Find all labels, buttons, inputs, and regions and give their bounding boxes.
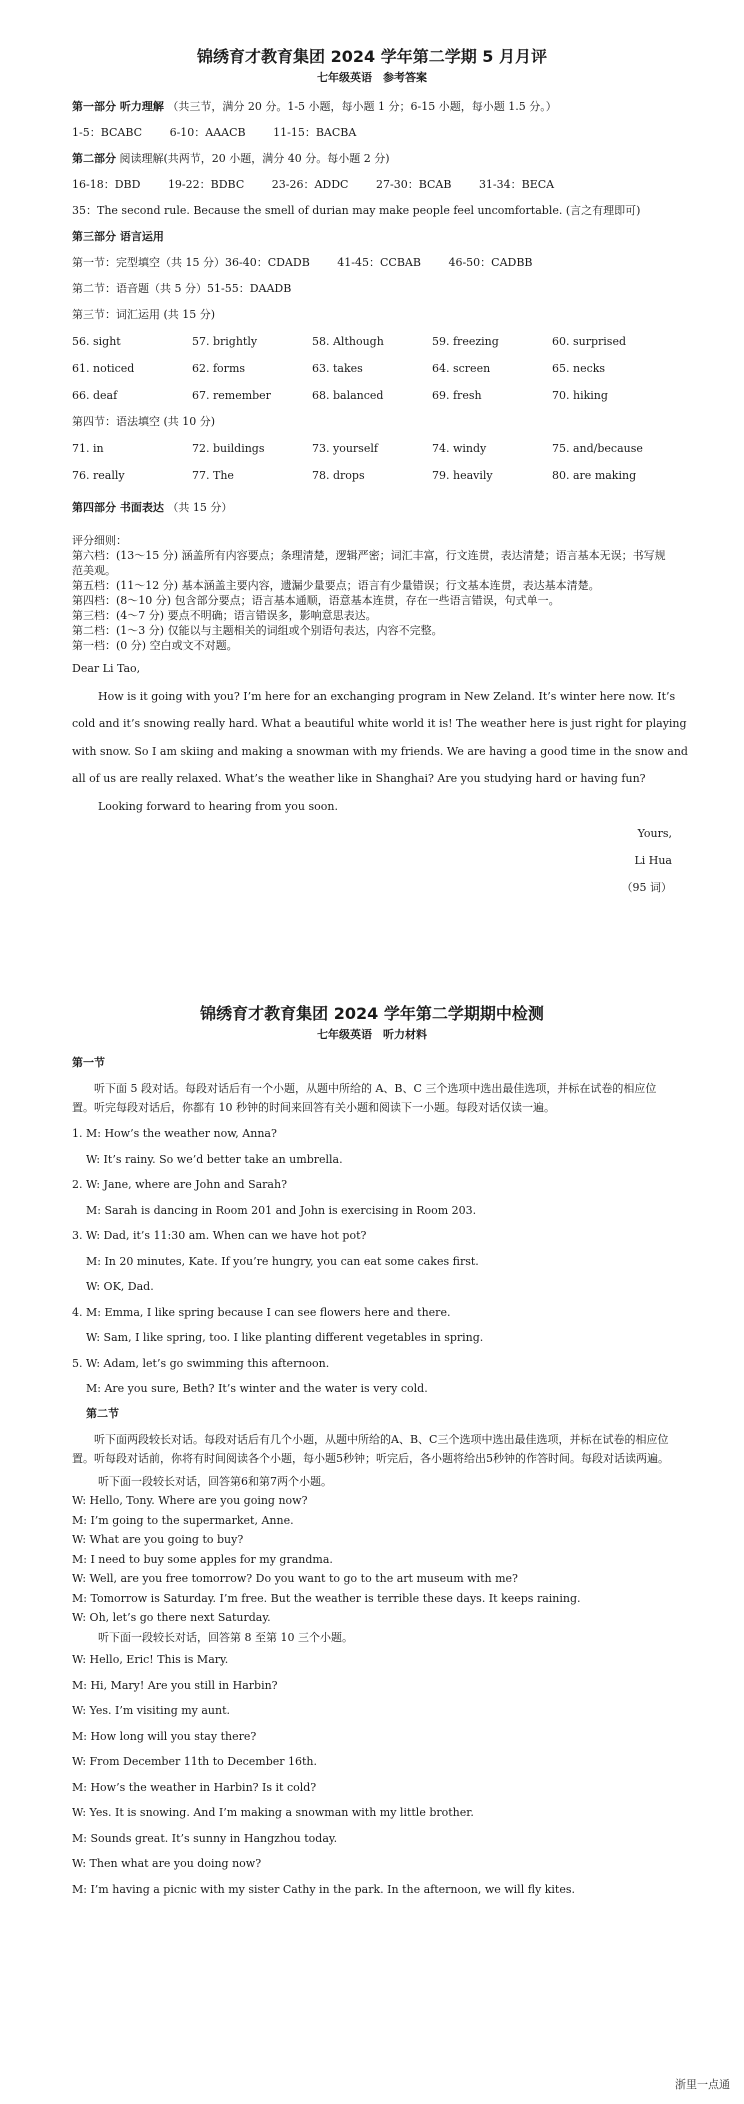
conversation-line: M: How long will you stay there? — [72, 1729, 257, 1743]
listening-title: 锦绣育才教育集团 2024 学年第二学期期中检测 — [200, 1004, 544, 1023]
dialog-line: W: It’s rainy. So we’d better take an umbrella. — [86, 1152, 343, 1166]
conversation-line: M: I’m having a picnic with my sister Cathy in the park. In the afternoon, we will fly kites. — [72, 1882, 576, 1896]
vocab-answer: 67. remember — [192, 389, 271, 402]
section3-grammar-heading: 第四节：语法填空 (共 10 分) — [72, 415, 216, 428]
conversation-line: M: How’s the weather in Harbin? Is it cold? — [72, 1780, 317, 1794]
letter-line: cold and it’s snowing really hard. What a beautiful white world it is! The weather here is just right for playing — [72, 717, 687, 730]
word-count: （95 词） — [621, 881, 672, 894]
grammar-answer: 77. The — [192, 469, 234, 482]
grammar-answer: 79. heavily — [432, 469, 493, 482]
rubric-item: 第三档：(4～7 分) 要点不明确；语言错误多，影响意思表达。 — [72, 609, 377, 622]
watermark-text: 浙里一点通 — [675, 2078, 730, 2091]
answer-group: 41-45：CCBAB — [337, 256, 421, 269]
vocab-row — [72, 382, 672, 409]
answer-group: 23-26：ADDC — [271, 178, 349, 191]
conversation-line: M: Sounds great. It’s sunny in Hangzhou today. — [72, 1831, 338, 1845]
conversation-line: W: Hello, Tony. Where are you going now? — [72, 1494, 308, 1507]
conversation-line: W: Yes. It is snowing. And I’m making a snowman with my little brother. — [72, 1806, 474, 1819]
conversation-line: M: I’m going to the supermarket, Anne. — [72, 1513, 294, 1527]
grammar-answer: 78. drops — [312, 469, 365, 482]
section3-label: 第三部分 语言运用 — [72, 230, 164, 243]
section3-vocab-heading: 第三节：词汇运用 (共 15 分) — [72, 308, 216, 321]
answer-group: 6-10：AAACB — [169, 126, 246, 139]
conversation-line: W: What are you going to buy? — [72, 1533, 244, 1546]
conversation-line: W: Oh, let’s go there next Saturday. — [72, 1611, 271, 1624]
section1-note: （共三节，满分 20 分。1-5 小题，每小题 1 分；6-15 小题，每小题 1.5 分。） — [167, 100, 557, 113]
dialog-line: 5. W: Adam, let’s go swimming this afternoon. — [72, 1356, 330, 1370]
answer-group: 19-22：BDBC — [167, 178, 245, 191]
vocab-answer: 60. surprised — [552, 335, 626, 348]
letter-signature: Li Hua — [634, 854, 672, 867]
listening-section1-intro: 听下面 5 段对话。每段对话后有一个小题，从题中所给的 A、B、C 三个选项中选出最佳选项，并标在试卷的相应位置。听完每段对话后，你都有 10 秒钟的时间来回答有关小题和阅读下一小题。每段对话仅读一遍。 — [72, 1082, 657, 1114]
section2-note: 阅读理解(共两节，20 小题，满分 40 分。每小题 2 分) — [119, 152, 390, 165]
dialog-line: M: Are you sure, Beth? It’s winter and the water is very cold. — [86, 1382, 428, 1395]
vocab-answer: 63. takes — [312, 362, 363, 375]
grammar-answer: 74. windy — [432, 442, 487, 455]
section2-answers — [72, 172, 672, 198]
vocab-row — [72, 355, 672, 382]
conversation-line: M: Hi, Mary! Are you still in Harbin? — [72, 1678, 278, 1692]
answer-key-title: 锦绣育才教育集团 2024 学年第二学期 5 月月评 — [197, 47, 547, 66]
answer-group: 31-34：BECA — [478, 178, 555, 191]
dialog-line: M: Sarah is dancing in Room 201 and John is exercising in Room 203. — [86, 1203, 477, 1217]
conversation-line: W: From December 11th to December 16th. — [72, 1755, 318, 1768]
answer-group: 1-5：BCABC — [72, 126, 143, 139]
vocab-answer: 57. brightly — [192, 335, 258, 348]
vocab-answer: 70. hiking — [552, 389, 608, 402]
grammar-row — [72, 462, 672, 489]
grammar-answer: 73. yourself — [312, 442, 378, 455]
dialog-line: 1. M: How’s the weather now, Anna? — [72, 1127, 277, 1140]
section4-heading — [72, 495, 672, 521]
vocab-answer: 59. freezing — [432, 335, 499, 348]
document-page — [72, 40, 688, 1902]
rubric-title: 评分细则： — [72, 534, 127, 547]
grammar-answer: 71. in — [72, 442, 104, 455]
section3-cloze — [72, 250, 672, 276]
vocab-answer: 58. Although — [312, 335, 384, 348]
listening-section2-intro: 听下面两段较长对话。每段对话后有几个小题，从题中所给的A、B、C三个选项中选出最佳选项，并标在试卷的相应位置。听每段对话前，你将有时间阅读各个小题，每小题5秒钟；听完后，各小题将给出5秒钟的作答时间。每段对话读两遍。 — [72, 1432, 669, 1465]
dialog-line: M: In 20 minutes, Kate. If you’re hungry, you can eat some cakes first. — [86, 1254, 479, 1268]
conversation-line: M: Tomorrow is Saturday. I’m free. But the weather is terrible these days. It keeps raining. — [72, 1591, 581, 1605]
dialog-line: W: Sam, I like spring, too. I like planting different vegetables in spring. — [86, 1331, 484, 1344]
conversation1-intro: 听下面一段较长对话，回答第6和第7两个小题。 — [98, 1474, 332, 1488]
rubric-item: 第二档：(1～3 分) 仅能以与主题相关的词组或个别语句表达，内容不完整。 — [72, 624, 443, 637]
answer-group: 第一节：完型填空（共 15 分）36-40：CDADB — [72, 256, 310, 269]
vocab-answer: 62. forms — [192, 362, 246, 375]
vocab-answer: 56. sight — [72, 335, 121, 348]
listening-section1-label: 第一节 — [72, 1056, 105, 1069]
vocab-answer: 66. deaf — [72, 389, 118, 402]
dialog-line: 2. W: Jane, where are John and Sarah? — [72, 1178, 287, 1191]
letter-closing-line: Looking forward to hearing from you soon. — [98, 799, 338, 813]
conversation-line: W: Hello, Eric! This is Mary. — [72, 1653, 229, 1666]
answer-key-subtitle: 七年级英语 参考答案 — [317, 71, 427, 84]
letter-greeting: Dear Li Tao, — [72, 662, 141, 675]
section4-note: （共 15 分） — [167, 501, 233, 514]
grammar-row — [72, 435, 672, 462]
answer-group: 16-18：DBD — [72, 178, 141, 191]
section2-heading — [72, 146, 672, 172]
vocab-answer: 65. necks — [552, 362, 606, 375]
dialog-line: 3. W: Dad, it’s 11:30 am. When can we have hot pot? — [72, 1229, 367, 1242]
conversation-line: W: Then what are you doing now? — [72, 1857, 262, 1870]
rubric-item: 第四档：(8～10 分) 包含部分要点；语言基本通顺，语意基本连贯，存在一些语言错误，句式单一。 — [72, 594, 560, 607]
rubric-item: 第六档：(13～15 分) 涵盖所有内容要点；条理清楚，逻辑严密；词汇丰富，行文连贯，表达清楚；语言基本无误；书写规范美观。 — [72, 549, 666, 577]
vocab-answer: 68. balanced — [312, 389, 384, 402]
grammar-answer: 72. buildings — [192, 442, 265, 455]
vocab-answer: 61. noticed — [72, 362, 135, 375]
grammar-answer: 80. are making — [552, 469, 637, 482]
conversation-line: M: I need to buy some apples for my grandma. — [72, 1552, 333, 1566]
vocab-row — [72, 328, 672, 355]
grammar-answer: 76. really — [72, 469, 125, 482]
letter-line: How is it going with you? I’m here for an exchanging program in New Zeland. It’s winter here now. It’s — [98, 689, 676, 703]
vocab-answer: 69. fresh — [432, 389, 482, 402]
conversation-line: W: Yes. I’m visiting my aunt. — [72, 1704, 231, 1717]
dialog-line: W: OK, Dad. — [86, 1280, 154, 1293]
section1-label: 第一部分 听力理解 — [72, 100, 164, 113]
listening-section2-label: 第二节 — [86, 1406, 119, 1420]
grammar-answer: 75. and/because — [552, 442, 643, 455]
section4-label: 第四部分 书面表达 — [72, 501, 164, 514]
letter-line: all of us are really relaxed. What’s the weather like in Shanghai? Are you studying hard or having fun? — [72, 772, 646, 785]
answer-group: 27-30：BCAB — [375, 178, 452, 191]
answer-group: 11-15：BACBA — [273, 126, 357, 139]
section3-phonetics: 第二节：语音题（共 5 分）51-55：DAADB — [72, 282, 292, 295]
rubric-item: 第五档：(11～12 分) 基本涵盖主要内容，遗漏少量要点；语言有少量错误；行文基本连贯，表达基本清楚。 — [72, 579, 600, 592]
conversation2-intro: 听下面一段较长对话，回答第 8 至第 10 三个小题。 — [98, 1630, 353, 1644]
conversation-line: W: Well, are you free tomorrow? Do you want to go to the art museum with me? — [72, 1572, 518, 1585]
section1-heading — [72, 94, 672, 120]
letter-line: with snow. So I am skiing and making a snowman with my friends. We are having a good time in the snow and — [72, 744, 688, 758]
section1-answers — [72, 120, 672, 146]
section2-label: 第二部分 — [72, 152, 116, 165]
rubric-item: 第一档：(0 分) 空白或文不对题。 — [72, 639, 238, 652]
listening-subtitle: 七年级英语 听力材料 — [317, 1028, 427, 1041]
dialog-line: 4. M: Emma, I like spring because I can see flowers here and there. — [72, 1305, 451, 1319]
question-35-answer: 35：The second rule. Because the smell of durian may make people feel uncomfortable. (言之有理即可) — [72, 204, 641, 217]
letter-sign-off: Yours, — [637, 827, 672, 840]
vocab-answer: 64. screen — [432, 362, 491, 375]
answer-group: 46-50：CADBB — [448, 256, 533, 269]
